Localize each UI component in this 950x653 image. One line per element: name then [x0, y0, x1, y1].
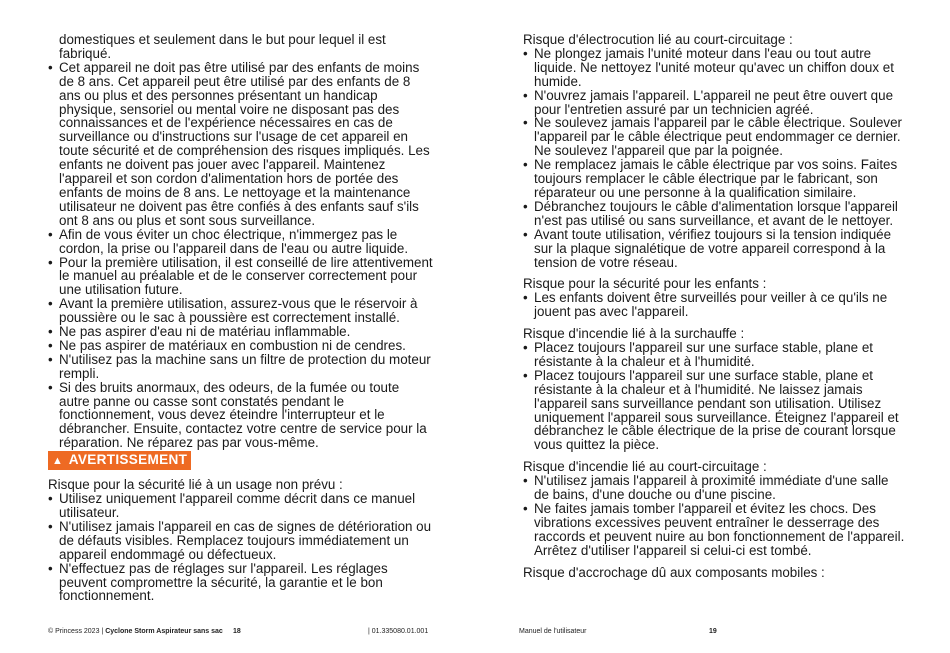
- list-item: • Ne plongez jamais l'unité moteur dans l'eau ou tout autre liquide. Ne nettoyez l'unité moteur qu'avec un chiffon doux et humide.: [523, 47, 905, 89]
- list-item: • N'ouvrez jamais l'appareil. L'appareil ne peut être ouvert que pour l'entretien assuré par un technicien agréé.: [523, 89, 905, 117]
- footer-product: Cyclone Storm Aspirateur sans sac: [105, 628, 223, 635]
- right-footer-title: Manuel de l'utilisateur: [519, 628, 587, 635]
- footer-document-code: | 01.335080.01.001: [368, 628, 429, 635]
- section-heading: Risque d'incendie lié au court-circuitage :: [523, 459, 767, 475]
- list-item: • Pour la première utilisation, il est conseillé de lire attentivement le manuel au préalable et de le conserver correctement pour une utilisation future.: [48, 256, 433, 298]
- left-footer: [48, 627, 223, 636]
- section-list: [523, 474, 905, 557]
- list-item: • Les enfants doivent être surveillés pour veiller à ce qu'ils ne jouent pas avec l'appareil.: [523, 291, 905, 319]
- intro-continuation: domestiques et seulement dans le but pour lequel il est fabriqué.: [59, 32, 386, 61]
- list-item: • N'utilisez jamais l'appareil à proximité immédiate d'une salle de bains, d'une douche ou d'une piscine.: [523, 474, 905, 502]
- list-item: • N'utilisez jamais l'appareil en cas de signes de détérioration ou de défauts visibles. Remplacez toujours immédiatement un appareil endommagé ou défectueux.: [48, 520, 433, 562]
- list-item: • Placez toujours l'appareil sur une surface stable, plane et résistante à la chaleur et à l'humidité. Ne laissez jamais l'appareil sans surveillance pendant son utilisation. Utilisez uniquement l'appareil sous surveillance. Éteignez l'appareil et débranchez le câble électrique de la prise de courant lorsque vous quittez la pièce.: [523, 369, 905, 452]
- left-column: [48, 33, 433, 603]
- section-heading: Risque pour la sécurité lié à un usage non prévu :: [48, 477, 343, 493]
- list-item: • Avant toute utilisation, vérifiez toujours si la tension indiquée sur la plaque signalétique de votre appareil correspond à la tension de votre réseau.: [523, 228, 905, 270]
- section-heading: Risque d'accrochage dû aux composants mobiles :: [523, 564, 825, 580]
- section-heading: Risque d'électrocution lié au court-circuitage :: [523, 32, 793, 47]
- section-list: [523, 341, 905, 452]
- warning-label: [48, 451, 191, 470]
- left-page-number: 18: [233, 628, 241, 635]
- list-item: • Débranchez toujours le câble d'alimentation lorsque l'appareil n'est pas utilisé ou sans surveillance, et avant de le nettoyer.: [523, 200, 905, 228]
- footer-separator: |: [101, 628, 104, 635]
- list-item: • Utilisez uniquement l'appareil comme décrit dans ce manuel utilisateur.: [48, 492, 433, 520]
- list-item: • N'effectuez pas de réglages sur l'appareil. Les réglages peuvent compromettre la sécurité, la garantie et le bon fonctionnement.: [48, 562, 433, 604]
- list-item: • Afin de vous éviter un choc électrique, n'immergez pas le cordon, la prise ou l'appareil dans de l'eau ou autre liquide.: [48, 228, 433, 256]
- list-item: • Cet appareil ne doit pas être utilisé par des enfants de moins de 8 ans. Cet appareil peut être utilisé par des enfants de 8 ans ou plus et des personnes présentant un handicap physique, sensoriel ou mental voire ne disposant pas des connaissances et de l'expérience nécessaires en cas de surveillance ou d'instructions sur l'usage de cet appareil en toute sécurité et de compréhension des risques impliqués. Les enfants ne doivent pas jouer avec l'appareil. Maintenez l'appareil et son cordon d'alimentation hors de portée des enfants de moins de 8 ans. Le nettoyage et la maintenance utilisateur ne doivent pas être confiés à des enfants sauf s'ils ont 8 ans ou plus et sont sous surveillance.: [48, 61, 433, 228]
- list-item: • N'utilisez pas la machine sans un filtre de protection du moteur rempli.: [48, 353, 433, 381]
- right-page-number: 19: [709, 628, 717, 635]
- section-list: [523, 291, 905, 319]
- safety-list: [48, 61, 433, 450]
- right-column: [523, 33, 905, 580]
- list-item: • Ne remplacez jamais le câble électrique par vos soins. Faites toujours remplacer le câble électrique par le fabricant, son réparateur ou une personne à la qualification similaire.: [523, 158, 905, 200]
- section-heading: Risque d'incendie lié à la surchauffe :: [523, 326, 745, 342]
- warning-label-text: AVERTISSEMENT: [68, 452, 188, 468]
- list-item: • Avant la première utilisation, assurez-vous que le réservoir à poussière ou le sac à poussière est correctement installé.: [48, 297, 433, 325]
- list-item: • Ne faites jamais tomber l'appareil et évitez les chocs. Des vibrations excessives peuvent entraîner le desserrage des raccords et peuvent nuire au bon fonctionnement de l'appareil. Arrêtez d'utiliser l'appareil si celui-ci est tombé.: [523, 502, 905, 558]
- list-item: • Ne pas aspirer d'eau ni de matériau inflammable.: [48, 325, 433, 339]
- list-item: • Ne soulevez jamais l'appareil par le câble électrique. Soulever l'appareil par le câble électrique peut endommager ce dernier. Ne soulevez l'appareil que par la poignée.: [523, 116, 905, 158]
- section-list: [523, 47, 905, 270]
- list-item: • Si des bruits anormaux, des odeurs, de la fumée ou toute autre panne ou casse sont constatés pendant le fonctionnement, vous devez éteindre l'interrupteur et le débrancher. Ensuite, contactez votre centre de service pour la réparation. Ne réparez pas par vous-même.: [48, 381, 433, 451]
- footer-copyright: © Princess 2023: [48, 628, 100, 635]
- list-item: • Ne pas aspirer de matériaux en combustion ni de cendres.: [48, 339, 433, 353]
- section-heading: Risque pour la sécurité pour les enfants :: [523, 276, 767, 292]
- warning-list: [48, 492, 433, 603]
- list-item: • Placez toujours l'appareil sur une surface stable, plane et résistante à la chaleur et à l'humidité.: [523, 341, 905, 369]
- right-page: [475, 0, 950, 653]
- warning-triangle-icon: ▲: [52, 455, 64, 468]
